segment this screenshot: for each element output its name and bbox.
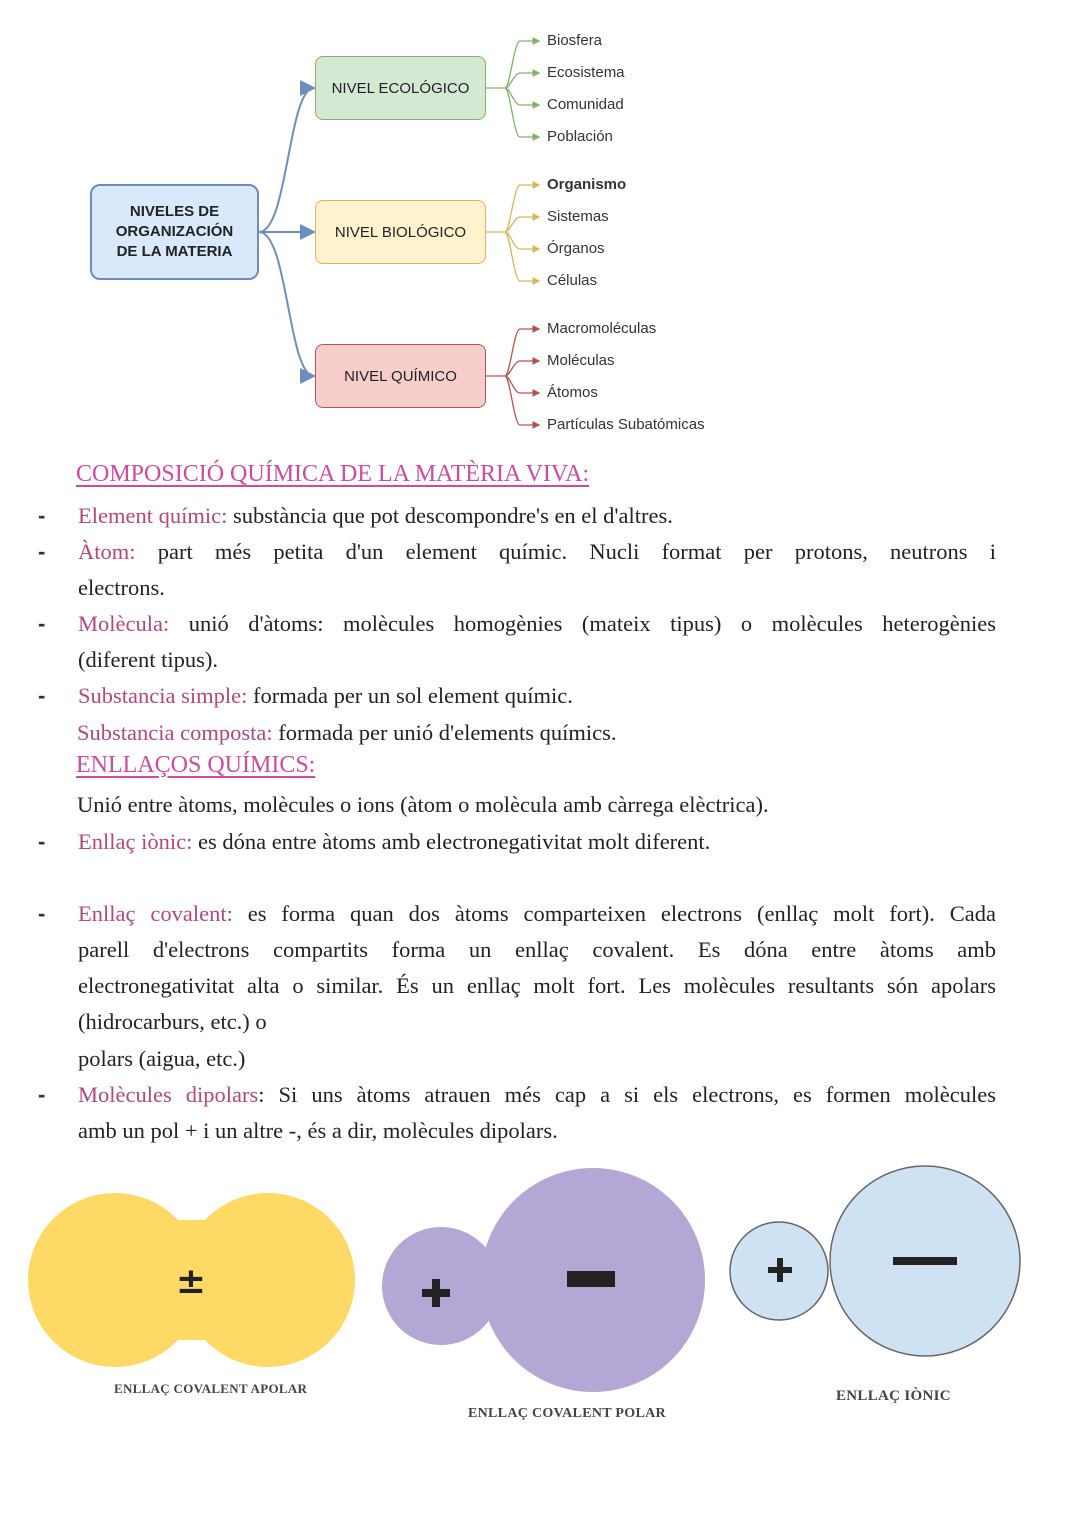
leaf-atomos: Átomos [547, 384, 598, 401]
item-covalent-line3: electronegativitat alta o similar. És un enllaç molt fort. Les molècules resultants són apolars [78, 973, 996, 998]
item-dipolars-line2: amb un pol + i un altre -, és a dir, molècules dipolars. [78, 1118, 558, 1143]
term-ionic: Enllaç iònic: [78, 829, 193, 854]
term-simple: Substancia simple: [78, 683, 248, 708]
minus-icon [567, 1271, 615, 1287]
term-composta: Substancia composta: [77, 720, 273, 745]
text-molecula-1: unió d'àtoms: molècules homogènies (mateix tipus) o molècules heterogènies [169, 611, 996, 636]
leaf-sistemas: Sistemas [547, 208, 609, 225]
item-atom-line1 [78, 534, 996, 570]
bullet-dash: - [38, 1082, 46, 1107]
section-title-composicio: COMPOSICIÓ QUÍMICA DE LA MATÈRIA VIVA: [76, 461, 590, 487]
item-covalent-line1 [78, 896, 996, 932]
item-atom-line2: electrons. [78, 575, 165, 600]
bullet-dash: - [38, 829, 46, 854]
text-dipolars-1: : Si uns àtoms atrauen més cap a si els electrons, es formen molècules [258, 1082, 997, 1107]
text-atom-1: part més petita d'un element químic. Nucli format per protons, neutrons i [135, 539, 996, 564]
text-covalent-1: es forma quan dos àtoms comparteixen electrons (enllaç molt fort). Cada [232, 901, 996, 926]
caption-polar: ENLLAÇ COVALENT POLAR [468, 1406, 666, 1421]
term-dipolars: Molècules dipolars [78, 1082, 259, 1107]
ionic-molecule [730, 1166, 1020, 1356]
apolar-symbol: ± [175, 1261, 207, 1302]
level-quimico [315, 344, 486, 408]
root-node [90, 184, 259, 280]
organization-levels-diagram [0, 0, 1080, 450]
level-biologico [315, 200, 486, 264]
level-ecologico-label: NIVEL ECOLÓGICO [331, 79, 470, 97]
leaf-organos: Órganos [547, 240, 605, 257]
text-element: substància que pot descompondre's en el d'altres. [227, 503, 673, 528]
term-element: Element químic: [78, 503, 228, 528]
item-molecula-line2: (diferent tipus). [78, 647, 218, 672]
leaf-organismo: Organismo [547, 176, 627, 193]
leaf-ecosistema: Ecosistema [547, 64, 625, 81]
leaf-biosfera: Biosfera [547, 32, 603, 49]
bullet-dash: - [38, 503, 46, 528]
leaf-poblacion: Población [547, 128, 613, 145]
leaf-moleculas: Moléculas [547, 352, 615, 369]
bullet-dash: - [38, 683, 46, 708]
caption-ionic: ENLLAÇ IÒNIC [836, 1388, 951, 1404]
section-title-enllacos: ENLLAÇOS QUÍMICS: [76, 752, 316, 778]
bullet-dash: - [38, 611, 46, 636]
bullet-dash: - [38, 901, 46, 926]
text-simple: formada per un sol element químic. [247, 683, 573, 708]
bullet-dash: - [38, 539, 46, 564]
minus-icon [893, 1257, 957, 1265]
item-simple [78, 678, 573, 714]
leaf-comunidad: Comunidad [547, 96, 624, 113]
root-line-3: DE LA MATERIA [116, 243, 233, 260]
item-molecula-line1 [78, 606, 996, 642]
text-composta: formada per unió d'elements químics. [272, 720, 617, 745]
term-atom: Àtom: [78, 539, 136, 564]
level-biologico-label: NIVEL BIOLÓGICO [334, 223, 467, 241]
leaf-particulas: Partículas Subatómicas [547, 416, 705, 433]
item-covalent-line4: (hidrocarburs, etc.) o [78, 1009, 267, 1034]
text-ionic: es dóna entre àtoms amb electronegativitat molt diferent. [192, 829, 711, 854]
item-covalent-line2: parell d'electrons compartits forma un enllaç covalent. Es dóna entre àtoms amb [78, 937, 996, 962]
root-line-1: NIVELES DE [129, 203, 220, 220]
item-covalent-line5: polars (aigua, etc.) [78, 1046, 246, 1071]
level-quimico-label: NIVEL QUÍMICO [344, 367, 457, 385]
item-element [78, 498, 673, 534]
item-composta [77, 715, 617, 751]
leaf-macromoleculas: Macromoléculas [547, 320, 657, 337]
enllacos-intro: Unió entre àtoms, molècules o ions (àtom o molècula amb càrrega elèctrica). [77, 792, 769, 817]
leaf-celulas: Células [547, 272, 598, 289]
root-line-2: ORGANIZACIÓN [115, 223, 234, 240]
item-dipolars-line1 [78, 1077, 996, 1113]
term-molecula: Molècula: [78, 611, 170, 636]
level-ecologico [315, 56, 486, 120]
caption-apolar: ENLLAÇ COVALENT APOLAR [114, 1381, 308, 1396]
term-covalent: Enllaç covalent: [78, 901, 233, 926]
item-ionic [78, 824, 710, 860]
polar-molecule [382, 1168, 705, 1392]
